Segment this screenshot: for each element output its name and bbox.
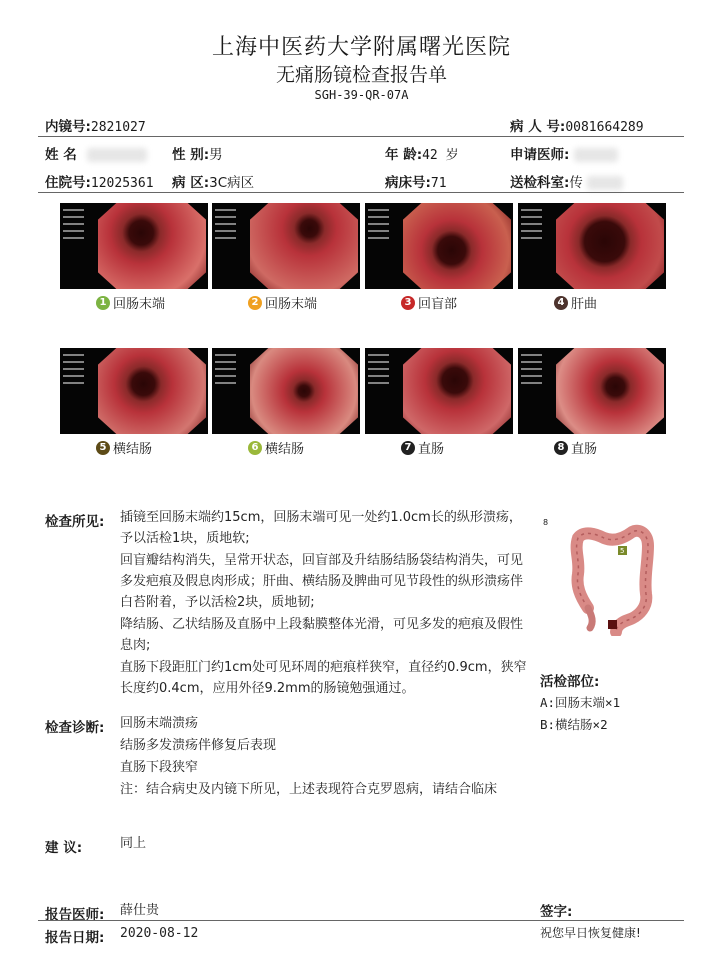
endoscopy-image [365,203,513,289]
age-value: 42 岁 [422,148,459,163]
dept-label: 送检科室: [510,175,570,191]
wish-text: 祝您早日恢复健康! [540,926,641,940]
sex-value: 男 [209,147,223,163]
sex-field [172,143,223,163]
biopsy-label: 活检部位: [540,674,600,690]
report-title: 无痛肠镜检查报告单 [275,64,447,86]
hospital-name: 上海中医药大学附属曙光医院 [211,35,511,60]
diagnosis-line: 直肠下段狭窄 [120,760,199,775]
caption-label: 直肠 [418,442,445,457]
findings-paragraph: 降结肠、乙状结肠及直肠中上段黏膜整体光滑，可见多发的疤痕及假性息肉; [120,617,524,653]
endoscopic-view [98,203,206,289]
caption-number-badge: 4 [554,296,568,310]
findings-paragraph: 回盲瓣结构消失，呈常开状态，回盲部及升结肠结肠袋结构消失，可见多发疤痕及假息肉形成；肝曲、横结肠及脾曲可见节段性的纵形溃疡伴白苔附着，予以活检2块，质地韧; [120,553,524,610]
colon-diagram [540,516,670,636]
endoscope-no-value: 2821027 [90,120,146,135]
endoscopic-view [98,348,206,434]
endoscopy-image [60,348,208,434]
colon-illustration [540,516,670,636]
image-metadata-overlay [521,209,551,244]
endoscope-no-label: 内镜号: [45,119,91,135]
image-metadata-overlay [368,209,398,244]
caption-label: 回肠末端 [113,297,166,312]
caption-number-badge: 5 [96,441,110,455]
bed-label: 病床号: [385,175,431,191]
colon-path [577,531,648,632]
findings-label: 检查所见: [45,514,105,530]
signature-label: 签字: [540,904,573,920]
report-doctor-value: 薛仕贵 [120,903,160,918]
image-metadata-overlay [368,354,398,389]
image-metadata-overlay [63,209,93,244]
ward-field [172,171,254,191]
image-caption [401,293,457,312]
image-caption [401,438,444,457]
redacted-name [87,148,147,162]
image-metadata-overlay [63,354,93,389]
divider [38,192,684,193]
endoscopic-view [556,203,664,289]
redacted-dept [587,176,623,190]
endoscopic-view [250,203,358,289]
endoscopy-image [212,203,360,289]
endoscopy-image [518,348,666,434]
redacted-doctor [574,148,618,162]
patient-no-label: 病 人 号: [510,119,566,135]
caption-label: 横结肠 [265,442,305,457]
findings-text [120,507,532,700]
biopsy-marker-a [608,620,617,629]
caption-number-badge: 6 [248,441,262,455]
image-caption [96,438,152,457]
caption-label: 肝曲 [571,297,598,312]
image-caption [554,293,597,312]
caption-label: 直肠 [571,442,598,457]
caption-number-badge: 2 [248,296,262,310]
diagnosis-line: 回肠末端溃疡 [120,716,199,731]
doctor-label: 申请医师: [510,147,570,163]
biopsy-b: B:横结肠×2 [540,717,608,732]
divider [38,136,684,137]
report-date-label: 报告日期: [45,930,105,946]
ileum-path [588,608,592,628]
admission-label: 住院号: [45,175,91,191]
name-field [45,143,147,163]
admission-value: 12025361 [90,176,154,191]
patient-no-field [510,115,644,135]
age-field [385,143,459,163]
biopsy-a: A:回肠末端×1 [540,695,621,710]
image-caption [248,438,304,457]
diagnosis-text [120,713,532,801]
report-doctor-label: 报告医师: [45,907,105,923]
image-caption [96,293,165,312]
dept-value: 传 [569,175,583,191]
image-caption [248,293,317,312]
image-metadata-overlay [215,354,245,389]
caption-number-badge: 1 [96,296,110,310]
endoscopic-view [250,348,358,434]
caption-number-badge: 3 [401,296,415,310]
report-date-value: 2020-08-12 [120,926,199,941]
caption-label: 横结肠 [113,442,153,457]
findings-paragraph: 插镜至回肠末端约15cm，回肠末端可见一处约1.0cm长的纵形溃疡，予以活检1块，质地软; [120,510,522,546]
endoscopic-view [403,348,511,434]
diagnosis-line: 注：结合病史及内镜下所见，上述表现符合克罗恩病，请结合临床 [120,782,498,797]
endoscopic-view [556,348,664,434]
endoscope-no-field [45,115,146,135]
patient-no-value: 0081664289 [565,120,644,135]
caption-label: 回肠末端 [265,297,318,312]
image-metadata-overlay [215,209,245,244]
dept-field [510,171,623,191]
advice-text: 同上 [120,836,147,851]
form-code: SGH-39-QR-07A [314,88,409,102]
caption-number-badge: 7 [401,441,415,455]
caption-number-badge: 8 [554,441,568,455]
endoscopy-image [365,348,513,434]
bed-field [385,171,447,191]
image-metadata-overlay [521,354,551,389]
diagram-marker-5: 5 [620,547,625,555]
caption-label: 回盲部 [418,297,458,312]
age-label: 年 龄: [385,147,423,163]
endoscopy-image [60,203,208,289]
ward-value: 3C病区 [209,175,255,191]
sex-label: 性 别: [172,147,210,163]
endoscopy-image [212,348,360,434]
bed-value: 71 [430,176,447,191]
diagram-marker-8: 8 [543,518,549,527]
endoscopic-view [403,203,511,289]
divider [38,920,684,921]
findings-paragraph: 直肠下段距肛门约1cm处可见环周的疤痕样狭窄，直径约0.9cm，狭窄长度约0.4cm，应用外径9.2mm的肠镜勉强通过。 [120,660,527,696]
advice-label: 建 议: [45,840,83,856]
endoscopy-image [518,203,666,289]
diagnosis-label: 检查诊断: [45,720,105,736]
diagnosis-line: 结肠多发溃疡伴修复后表现 [120,738,277,753]
admission-field [45,171,154,191]
ward-label: 病 区: [172,175,210,191]
image-caption [554,438,597,457]
doctor-field [510,143,618,163]
name-label: 姓 名 [45,147,77,163]
